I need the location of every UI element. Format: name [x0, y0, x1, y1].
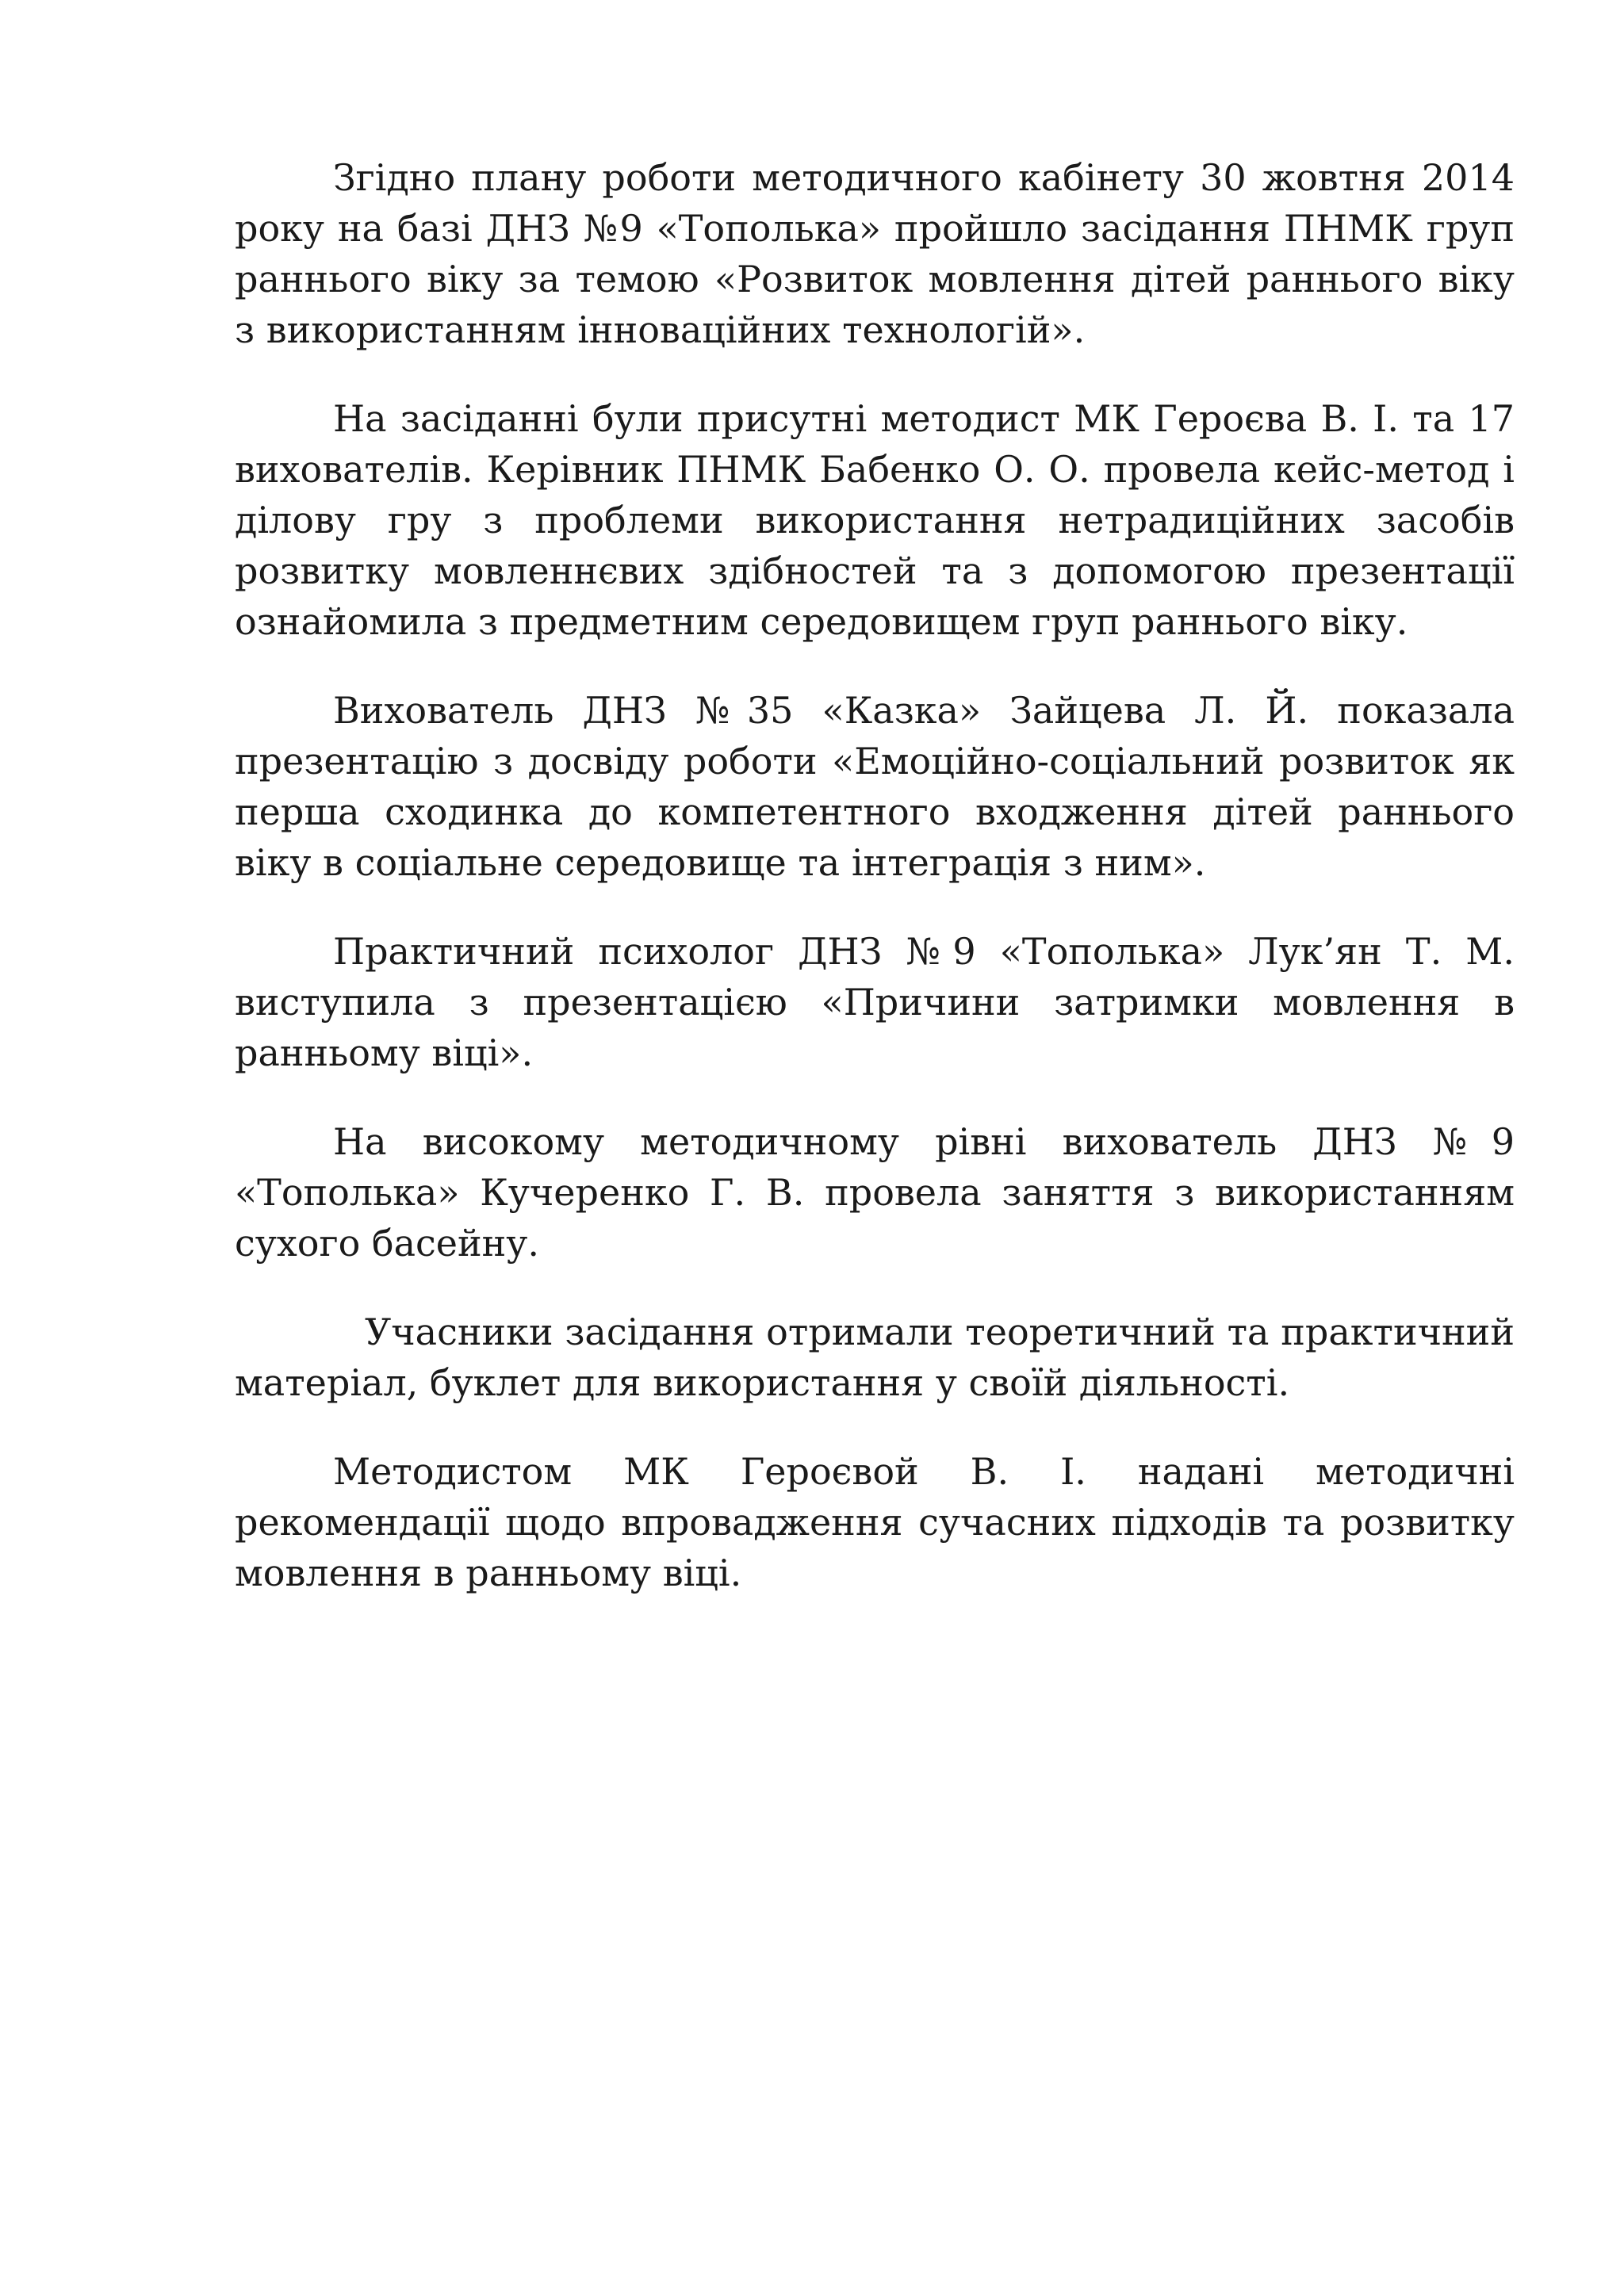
paragraph-lesson: На високому методичному рівні вихователь ДНЗ №9 «Тополька» Кучеренко Г. В. провела заняття з використанням сухого басейну.: [235, 1120, 1515, 1265]
document-body: [235, 152, 1515, 1636]
paragraph-participants: Учасники засідання отримали теоретичний та практичний матеріал, буклет для використання у своїй діяльності.: [235, 1311, 1515, 1404]
paragraph-presentation-kazka: Вихователь ДНЗ №35 «Казка» Зайцева Л. Й. показала презентацію з досвіду роботи «Емоційно-соціальний розвиток як перша сходинка до компетентного входження дітей раннього віку в соціальне середовище та інтеграція з ним».: [235, 689, 1515, 884]
paragraph-meeting-intro: Згідно плану роботи методичного кабінету 30 жовтня 2014 року на базі ДНЗ №9 «Тополька» пройшло засідання ПНМК груп раннього віку за темою «Розвиток мовлення дітей раннього віку з використанням інноваційних технологій».: [235, 156, 1515, 351]
paragraph-recommendations: Методистом МК Героєвой В. І. надані методичні рекомендації щодо впровадження сучасних підходів та розвитку мовлення в ранньому віці.: [235, 1450, 1515, 1594]
paragraph-attendees: На засіданні були присутні методист МК Героєва В. І. та 17 вихователів. Керівник ПНМК Бабенко О. О. провела кейс-метод і ділову гру з проблеми використання нетрадиційних засобів розвитку мовленнєвих здібностей та з допомогою презентації ознайомила з предметним середовищем груп раннього віку.: [235, 397, 1515, 643]
paragraph-psychologist: Практичний психолог ДНЗ №9 «Тополька» Лук’ян Т. М. виступила з презентацією «Причини затримки мовлення в ранньому віці».: [235, 930, 1515, 1074]
